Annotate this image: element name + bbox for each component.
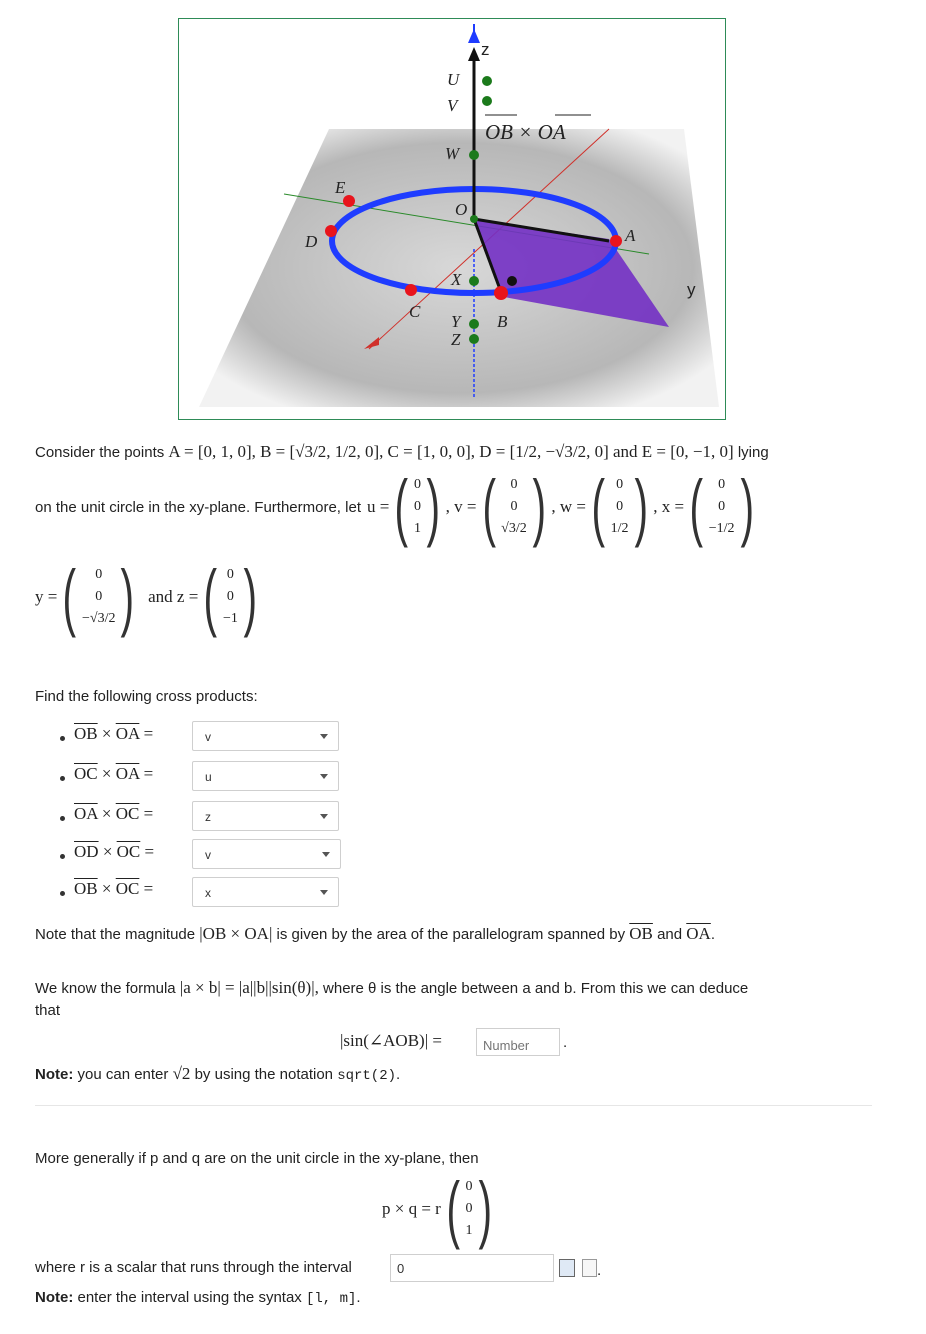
label-o: O [455, 200, 468, 219]
point-b-coords: B = [√3/2, 1/2, 0], [260, 442, 384, 461]
points-sentence [35, 442, 769, 462]
cross-expr-1: $\overline{OB} \times \overline{OA}$ = [74, 724, 154, 743]
cross-expr-3: $\overline{OA} \times \overline{OC}$ = [74, 804, 154, 823]
label-a: A [625, 226, 636, 245]
sin-expression: |sin(∠AOB)| = [340, 1031, 442, 1050]
cross-select-3[interactable]: z [192, 801, 339, 831]
label-u: U [447, 70, 460, 89]
point-z [469, 334, 479, 344]
preview-icon[interactable] [559, 1259, 575, 1277]
z-axis-label: z [481, 40, 490, 59]
vector-v: ( 0 0 √3/2 ) [482, 465, 546, 548]
cross-expr-5: $\overline{OB} \times \overline{OC}$ = [74, 879, 154, 898]
point-d[interactable] [325, 225, 337, 237]
point-e-coords: and E = [0, −1, 0] [612, 442, 734, 461]
bullet [60, 854, 65, 859]
help-doc-icon[interactable] [582, 1259, 597, 1277]
label-d: D [305, 232, 318, 251]
geogebra-figure[interactable] [178, 18, 726, 420]
pq-expression: p × q = r ( 0 0 1 ) [382, 1167, 492, 1250]
formula-that: that [35, 1002, 61, 1019]
point-w [469, 150, 479, 160]
y-axis-label: y [687, 280, 696, 299]
bullet [60, 736, 65, 741]
interval-note: Note: enter the interval using the syntax [l, m]. [35, 1289, 361, 1307]
point-u [482, 76, 492, 86]
point-o [470, 215, 478, 223]
interval-text: where r is a scalar that runs through the interval [35, 1259, 352, 1276]
point-c[interactable] [405, 284, 417, 296]
label-c: C [409, 302, 421, 321]
label-b: B [497, 312, 508, 331]
general-text: More generally if p and q are on the unit circle in the xy-plane, then [35, 1150, 479, 1167]
bullet [60, 816, 65, 821]
z-label: and z = [148, 587, 199, 606]
label-v: V [447, 96, 458, 115]
v-label: , v = [445, 497, 477, 516]
formula-text: We know the formula |a × b| = |a||b||sin(θ)|, where θ is the angle between a and b. From this we can deduce [35, 978, 749, 997]
point-c-coords: C = [1, 0, 0], [387, 442, 476, 461]
vector-y: ( 0 0 −√3/2 ) [62, 555, 135, 638]
vector-w: ( 0 0 1/2 ) [591, 465, 648, 548]
vector-x: ( 0 0 −1/2 ) [689, 465, 754, 548]
point-b[interactable] [494, 286, 508, 300]
cross-select-4[interactable]: v [192, 839, 341, 869]
chevron-down-icon [320, 734, 328, 739]
point-b-tip [507, 276, 517, 286]
xy-plane [199, 129, 719, 407]
cross-select-2[interactable]: u [192, 761, 339, 791]
cross-expr-4: $\overline{OD} \times \overline{OC}$ = [74, 842, 155, 861]
label-y: Y [451, 312, 461, 331]
vector-u: ( 0 0 1 ) [394, 465, 441, 548]
cross-expr-2: $\overline{OC} \times \overline{OA}$ = [74, 764, 154, 783]
y-label: y = [35, 587, 58, 606]
sin-answer-input[interactable] [476, 1028, 560, 1056]
label-x: X [451, 270, 462, 289]
cross-label: OB × OA [485, 120, 566, 144]
label-w: W [445, 144, 460, 163]
vectors-row-2 [35, 555, 263, 638]
cross-select-5[interactable]: x [192, 877, 339, 907]
chevron-down-icon [320, 890, 328, 895]
point-d-coords: D = [1/2, −√3/2, 0] [479, 442, 609, 461]
point-a-coords: A = [0, 1, 0], [168, 442, 256, 461]
label-e: E [335, 178, 346, 197]
point-y [469, 319, 479, 329]
chevron-down-icon [322, 852, 330, 857]
bullet [60, 776, 65, 781]
magnitude-note: Note that the magnitude |OB × OA| is given by the area of the parallelogram spanned by $\overline{OB}$ and $\overline{OA}$. [35, 924, 715, 943]
bullet [60, 891, 65, 896]
interval-input[interactable]: 0 [390, 1254, 554, 1282]
cross-select-1[interactable]: v [192, 721, 339, 751]
on-circle-text: on the unit circle in the xy-plane. Furthermore, let [35, 498, 361, 516]
point-a[interactable] [610, 235, 622, 247]
w-label: , w = [551, 497, 587, 516]
lying-text: lying [737, 444, 769, 461]
cross-heading: Find the following cross products: [35, 688, 258, 705]
divider [35, 1105, 872, 1106]
label-z: Z [451, 330, 461, 349]
3d-plot [179, 19, 726, 420]
u-label: u = [367, 497, 390, 516]
intro-prefix: Consider the points [35, 444, 165, 461]
sqrt-note: Note: you can enter √2 by using the notation sqrt(2). [35, 1064, 401, 1084]
point-x [469, 276, 479, 286]
chevron-down-icon [320, 774, 328, 779]
x-label: , x = [653, 497, 685, 516]
vectors-row-1 [35, 465, 759, 548]
vector-z: ( 0 0 −1 ) [203, 555, 257, 638]
point-v [482, 96, 492, 106]
chevron-down-icon [320, 814, 328, 819]
